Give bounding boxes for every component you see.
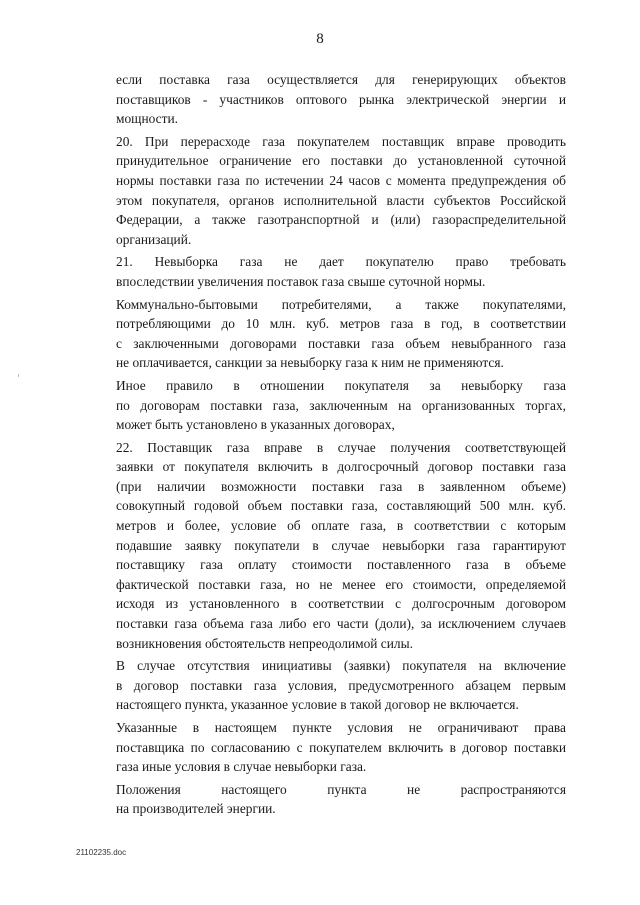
- text-line: возникновения обстоятельств непреодолимой силы.: [116, 635, 413, 651]
- text-line: Коммунально-бытовыми потребителями, а также покупателями,: [116, 296, 566, 312]
- text-line: Федерации, а также газотранспортной и (или) газораспределительной: [116, 212, 566, 228]
- text-line: нормы поставки газа по истечении 24 часов с момента предупреждения об: [116, 172, 566, 188]
- paragraph-p21-other: [76, 376, 566, 435]
- text-line: 22. Поставщик газа вправе в случае получения соответствующей: [116, 439, 566, 455]
- text-line: исходя из установленного в соответствии с долгосрочным договором: [116, 596, 566, 612]
- text-line: заявки от покупателя включить в долгосрочный договор поставки газа: [116, 459, 566, 475]
- text-line: впоследствии увеличения поставок газа свыше суточной нормы.: [116, 273, 486, 289]
- text-line: с заключенными договорами поставки газа объем невыбранного газа: [116, 335, 566, 351]
- text-line: В случае отсутствия инициативы (заявки) покупателя на включение: [116, 658, 566, 674]
- text-line: поставщику газа оплату стоимости поставленного газа в объеме: [116, 557, 566, 573]
- margin-mark: [18, 374, 19, 377]
- paragraph-p21: [76, 252, 566, 291]
- paragraph-p20: [76, 132, 566, 250]
- text-line: поставщиков - участников оптового рынка электрической энергии и: [116, 91, 566, 107]
- paragraph-p22: [76, 438, 566, 654]
- text-line: Положения настоящего пункта не распространяются: [116, 781, 566, 797]
- paragraph-p22-producers: [76, 780, 566, 819]
- document-body: [76, 70, 566, 819]
- text-line: принудительное ограничение его поставки до установленной суточной: [116, 153, 566, 169]
- text-line: по договорам поставки газа, заключенным на организованных торгах,: [116, 397, 566, 413]
- text-line: этом покупателя, органов исполнительной власти субъектов Российской: [116, 192, 566, 208]
- text-line: настоящего пункта, указанное условие в такой договор не включается.: [116, 697, 519, 713]
- text-line: 21. Невыборка газа не дает покупателю право требовать: [116, 254, 566, 270]
- text-line: Указанные в настоящем пункте условия не ограничивают права: [116, 720, 566, 735]
- text-line: если поставка газа осуществляется для генерирующих объектов: [116, 72, 566, 87]
- text-line: может быть установлено в указанных договорах,: [116, 417, 395, 433]
- text-line: потребляющими до 10 млн. куб. метров газа в год, в соответствии: [116, 316, 566, 332]
- text-line: фактической поставки газа, но не менее его стоимости, определяемой: [116, 576, 566, 592]
- footer-doc-id: 21102235.doc: [76, 848, 127, 857]
- text-line: на производителей энергии.: [116, 801, 276, 817]
- text-line: (при наличии возможности поставки газа в заявленном объеме): [116, 478, 566, 494]
- text-line: не оплачивается, санкции за невыборку газа к ним не применяются.: [116, 355, 504, 371]
- paragraph-p22-absence: [76, 656, 566, 715]
- text-line: поставщика по согласованию с покупателем включить в договор поставки: [116, 739, 566, 755]
- page-number: 8: [316, 31, 324, 47]
- paragraph-p22-rights: [76, 718, 566, 777]
- paragraph-p-continued: [76, 70, 566, 129]
- text-line: подавшие заявку покупатели в случае невыборки газа гарантируют: [116, 537, 566, 553]
- text-line: мощности.: [116, 111, 178, 127]
- text-line: Иное правило в отношении покупателя за невыборку газа: [116, 377, 566, 393]
- text-line: в договор поставки газа условия, предусмотренного абзацем первым: [116, 677, 566, 693]
- paragraph-p21-communal: [76, 295, 566, 373]
- text-line: организаций.: [116, 231, 192, 247]
- text-line: совокупный годовой объем поставки газа, составляющий 500 млн. куб.: [116, 498, 566, 514]
- text-line: газа иные условия в случае невыборки газа.: [116, 759, 367, 775]
- text-line: 20. При перерасходе газа покупателем поставщик вправе проводить: [116, 133, 566, 149]
- text-line: метров и более, условие об оплате газа, в соответствии с которым: [116, 518, 566, 534]
- text-line: поставки газа объема газа либо его части (доли), за исключением случаев: [116, 616, 566, 632]
